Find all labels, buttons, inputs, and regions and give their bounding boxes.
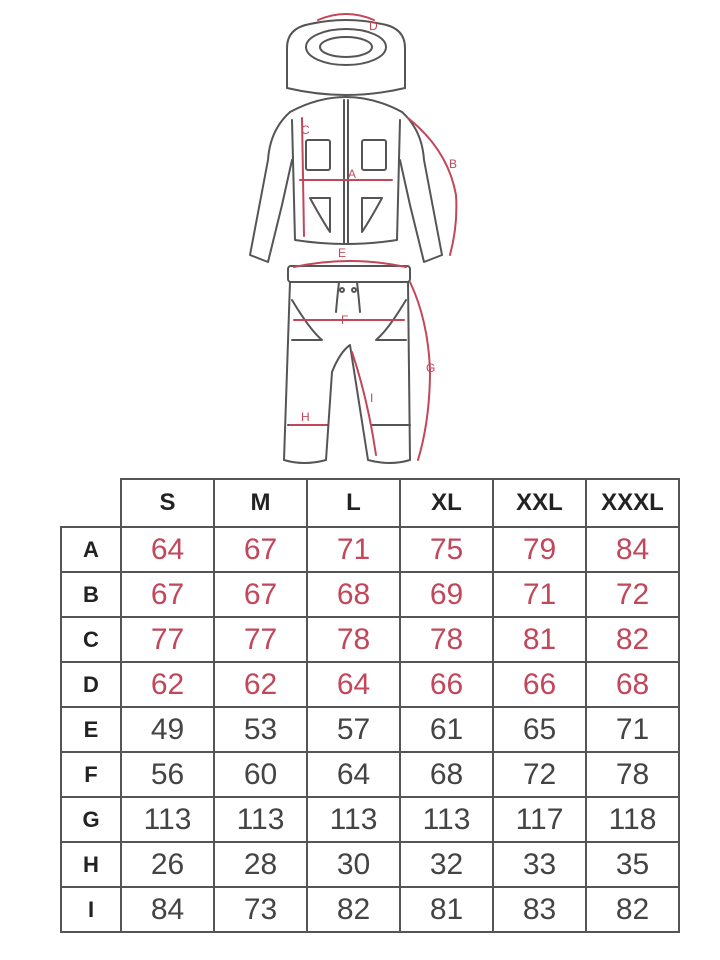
size-l-header: L [307, 479, 400, 527]
measurement-value: 113 [121, 797, 214, 842]
corner-cell [61, 479, 121, 527]
measurement-value: 118 [586, 797, 679, 842]
measurement-row-f [61, 752, 679, 797]
measurement-value: 49 [121, 707, 214, 752]
measurement-value: 66 [493, 662, 586, 707]
measurement-key: D [61, 662, 121, 707]
measurement-row-a [61, 527, 679, 572]
measurement-value: 68 [307, 572, 400, 617]
measurement-key: F [61, 752, 121, 797]
measurement-key: C [61, 617, 121, 662]
measurement-value: 28 [214, 842, 307, 887]
measurement-key: G [61, 797, 121, 842]
size-s-header: S [121, 479, 214, 527]
jacket-outline [250, 20, 442, 262]
measurement-value: 61 [400, 707, 493, 752]
measurement-value: 71 [493, 572, 586, 617]
measurement-value: 69 [400, 572, 493, 617]
measurement-value: 72 [586, 572, 679, 617]
measurement-value: 71 [586, 707, 679, 752]
measurement-value: 68 [400, 752, 493, 797]
label-d: D [369, 19, 378, 33]
measurement-value: 32 [400, 842, 493, 887]
measurement-row-d [61, 662, 679, 707]
measurement-value: 77 [214, 617, 307, 662]
measurement-value: 77 [121, 617, 214, 662]
measurement-row-g [61, 797, 679, 842]
measurement-value: 26 [121, 842, 214, 887]
measurement-row-h [61, 842, 679, 887]
measurement-value: 79 [493, 527, 586, 572]
label-c: C [301, 123, 310, 137]
measurement-value: 67 [121, 572, 214, 617]
label-e: E [338, 246, 347, 260]
measurement-value: 78 [586, 752, 679, 797]
label-b: B [449, 157, 458, 171]
measurement-value: 78 [307, 617, 400, 662]
measurement-key: H [61, 842, 121, 887]
measurement-value: 75 [400, 527, 493, 572]
measurement-value: 113 [307, 797, 400, 842]
measurement-value: 64 [307, 752, 400, 797]
measurement-row-b [61, 572, 679, 617]
measurement-value: 73 [214, 887, 307, 932]
measurement-value: 81 [493, 617, 586, 662]
size-chart-table [60, 478, 680, 933]
size-xxxl-header: XXXL [586, 479, 679, 527]
measurement-value: 83 [493, 887, 586, 932]
measurement-value: 64 [121, 527, 214, 572]
measurement-row-i [61, 887, 679, 932]
measurement-value: 78 [400, 617, 493, 662]
pants-outline [284, 266, 410, 463]
measurement-value: 72 [493, 752, 586, 797]
measurement-value: 67 [214, 572, 307, 617]
measurement-value: 71 [307, 527, 400, 572]
suit-diagram [0, 0, 720, 470]
measurement-row-c [61, 617, 679, 662]
measurement-value: 84 [121, 887, 214, 932]
measurement-key: A [61, 527, 121, 572]
measurement-value: 68 [586, 662, 679, 707]
measurement-value: 64 [307, 662, 400, 707]
label-g: G [426, 361, 436, 375]
measurement-value: 84 [586, 527, 679, 572]
measurement-value: 53 [214, 707, 307, 752]
label-a: A [348, 167, 357, 181]
measurement-value: 117 [493, 797, 586, 842]
measurement-value: 60 [214, 752, 307, 797]
measurement-key: E [61, 707, 121, 752]
measurement-key: I [61, 887, 121, 932]
measurement-value: 82 [586, 617, 679, 662]
size-xxl-header: XXL [493, 479, 586, 527]
measurement-value: 66 [400, 662, 493, 707]
jacket-measurements [300, 14, 456, 255]
measurement-key: B [61, 572, 121, 617]
size-xl-header: XL [400, 479, 493, 527]
measurement-value: 33 [493, 842, 586, 887]
measurement-value: 30 [307, 842, 400, 887]
measurement-value: 56 [121, 752, 214, 797]
measurement-value: 81 [400, 887, 493, 932]
size-m-header: M [214, 479, 307, 527]
measurement-value: 82 [586, 887, 679, 932]
measurement-value: 57 [307, 707, 400, 752]
label-h: H [301, 410, 310, 424]
measurement-value: 62 [214, 662, 307, 707]
measurement-value: 62 [121, 662, 214, 707]
size-header-row [61, 479, 679, 527]
measurement-value: 65 [493, 707, 586, 752]
label-i: I [370, 391, 374, 405]
measurement-value: 113 [400, 797, 493, 842]
measurement-row-e [61, 707, 679, 752]
measurement-value: 67 [214, 527, 307, 572]
measurement-value: 35 [586, 842, 679, 887]
label-f: F [341, 313, 349, 327]
measurement-value: 113 [214, 797, 307, 842]
measurement-value: 82 [307, 887, 400, 932]
